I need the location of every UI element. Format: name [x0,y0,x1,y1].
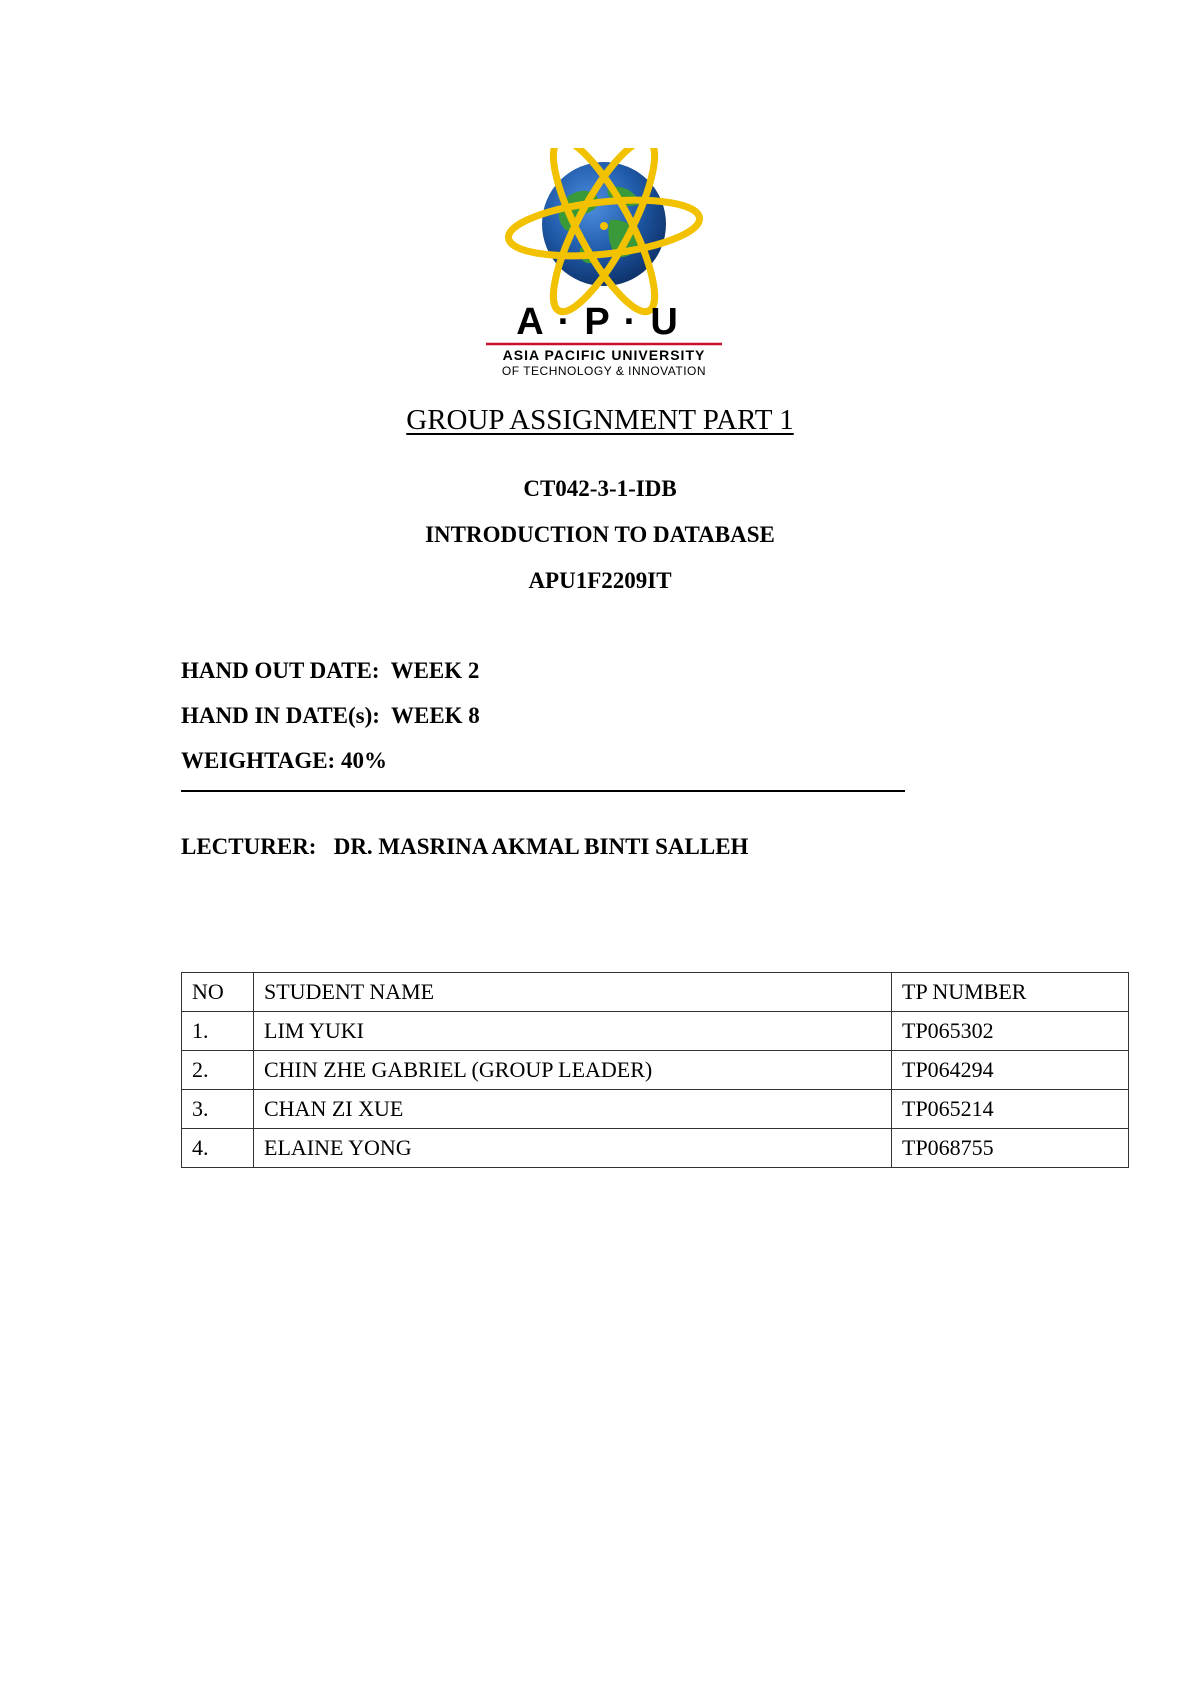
hand-out-date: HAND OUT DATE: WEEK 2 [181,658,480,683]
page-title: GROUP ASSIGNMENT PART 1 [406,404,794,436]
row-no: 3. [182,1090,254,1129]
hand-in-date: HAND IN DATE(s): WEEK 8 [181,703,480,728]
row-tp-number: TP065302 [892,1012,1129,1051]
header-student-name: STUDENT NAME [254,973,892,1012]
header-no: NO [182,973,254,1012]
row-no: 2. [182,1051,254,1090]
university-logo [480,148,728,380]
row-tp-number: TP068755 [892,1129,1129,1168]
module-name: INTRODUCTION TO DATABASE [425,522,775,547]
row-no: 1. [182,1012,254,1051]
row-student-name: CHIN ZHE GABRIEL (GROUP LEADER) [254,1051,892,1090]
divider [181,790,905,792]
row-no: 4. [182,1129,254,1168]
logo-line-2: OF TECHNOLOGY & INNOVATION [501,364,707,378]
logo-wordmark: A·P·U [516,301,692,343]
row-tp-number: TP064294 [892,1051,1129,1090]
table-row [182,1129,1129,1168]
row-student-name: ELAINE YONG [254,1129,892,1168]
student-table [181,972,1129,1168]
table-row [182,1090,1129,1129]
logo-line-1: ASIA PACIFIC UNIVERSITY [502,347,706,363]
row-student-name: LIM YUKI [254,1012,892,1051]
table-row [182,1051,1129,1090]
weightage: WEIGHTAGE: 40% [181,748,387,773]
module-code: CT042-3-1-IDB [523,476,677,501]
lecturer: LECTURER: DR. MASRINA AKMAL BINTI SALLEH [181,834,749,859]
intake-code: APU1F2209IT [528,568,672,593]
table-row [182,1012,1129,1051]
row-tp-number: TP065214 [892,1090,1129,1129]
header-tp-number: TP NUMBER [892,973,1129,1012]
row-student-name: CHAN ZI XUE [254,1090,892,1129]
table-header-row [182,973,1129,1012]
